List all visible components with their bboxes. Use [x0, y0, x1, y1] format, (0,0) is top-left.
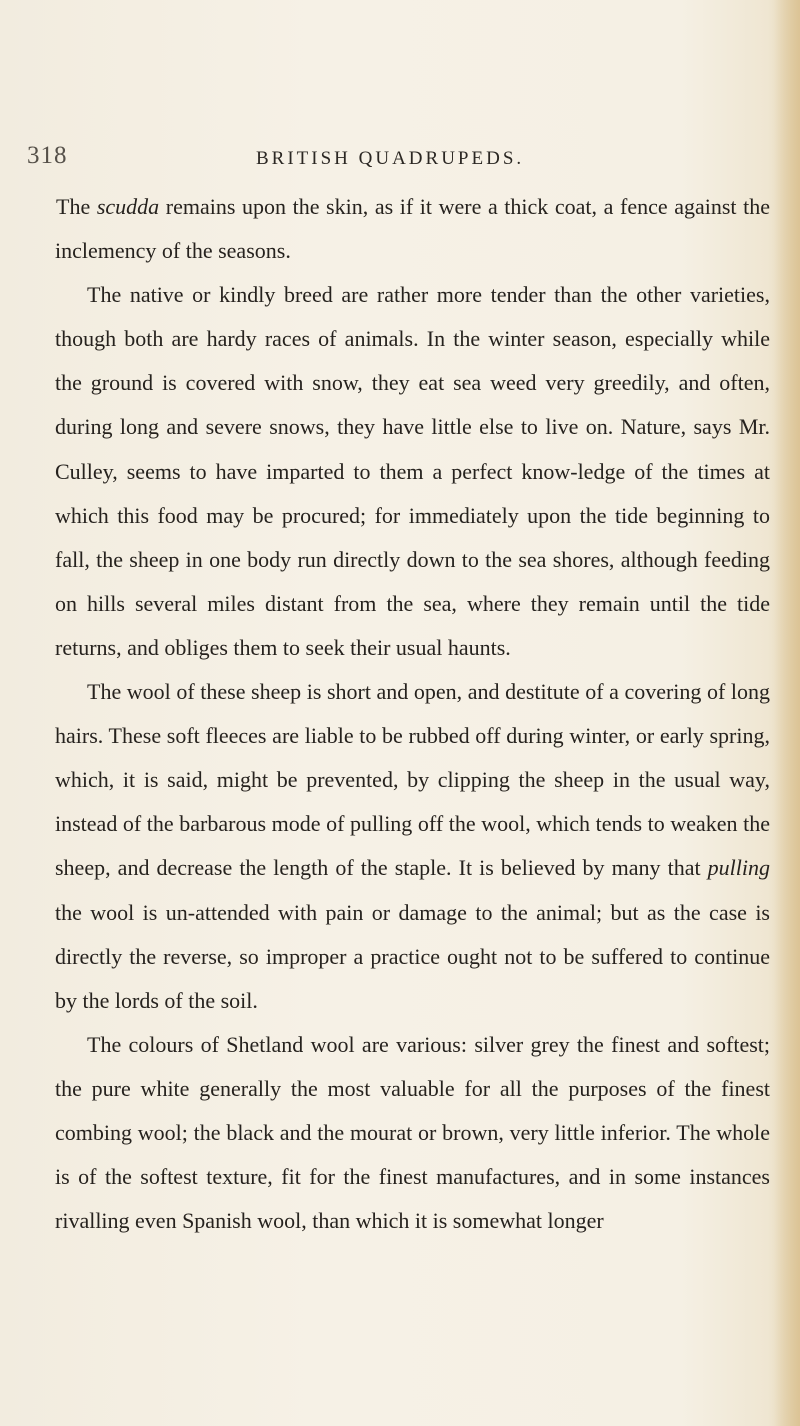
running-head: BRITISH QUADRUPEDS. [256, 148, 525, 169]
page-number: 318 [27, 142, 68, 169]
paragraph-text: The [56, 194, 97, 219]
italic-word: scudda [96, 194, 160, 219]
paragraph-native-breed: The native or kindly breed are rather more tender than the other varieties, though both are hardy races of animals. In the winter season, especially while the ground is covered with snow, they eat sea weed very greedily, and often, during long and severe snows, they have little else to live on. Nature, says Mr. Culley, seems to have imparted to them a perfect know-ledge of the times at which this food may be procured; for immediately upon the tide beginning to fall, the sheep in one body run directly down to the sea shores, although feeding on hills several miles distant from the sea, where they remain until the tide returns, and obliges them to seek their usual haunts. [55, 282, 770, 660]
italic-word: pulling [707, 855, 770, 881]
paragraph-scudda [55, 185, 770, 273]
paragraph-wool [55, 670, 770, 1023]
paragraph-text: remains upon the skin, as if it were a thick coat, a fence against the inclemency of the seasons. [55, 194, 771, 264]
body-text [55, 185, 770, 1243]
paragraph-text: the wool is un-attended with pain or damage to the animal; but as the case is directly the reverse, so improper a practice ought not to be suffered to continue by the lords of the soil. [55, 899, 770, 1013]
page-header [0, 138, 800, 178]
paragraph-colours: The colours of Shetland wool are various: silver grey the finest and softest; the pure white generally the most valuable for all the purposes of the finest combing wool; the black and the mourat or brown, very little inferior. The whole is of the softest texture, fit for the finest manufactures, and in some instances rivalling even Spanish wool, than which it is somewhat longer [55, 1031, 770, 1234]
page-edge-shadow [774, 0, 800, 1426]
paragraph-text: The wool of these sheep is short and open, and destitute of a covering of long hairs. These soft fleeces are liable to be rubbed off during winter, or early spring, which, it is said, might be prevented, by clipping the sheep in the usual way, instead of the barbarous mode of pulling off the wool, which tends to weaken the sheep, and decrease the length of the staple. It is believed by many that [55, 679, 770, 881]
